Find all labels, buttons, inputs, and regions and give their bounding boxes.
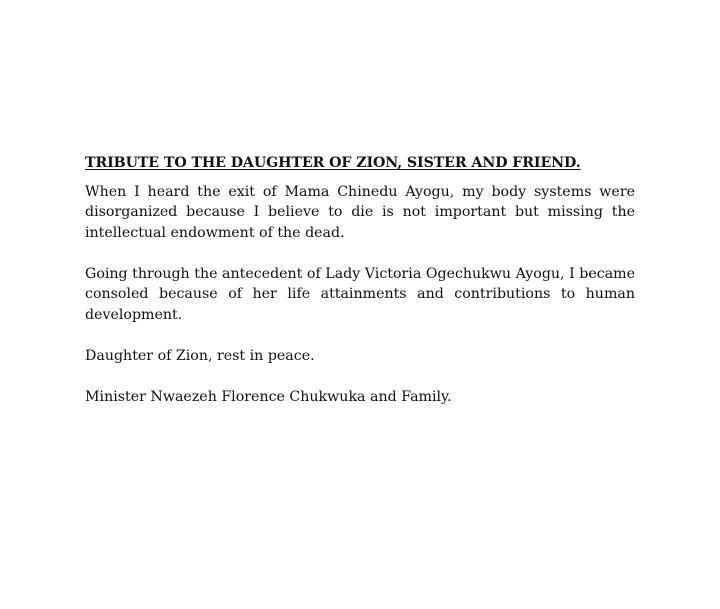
paragraph-consolation: Going through the antecedent of Lady Victoria Ogechukwu Ayogu, I became consoled because of her life attainments and contributions to human development. xyxy=(85,265,635,323)
paragraph-condolence: When I heard the exit of Mama Chinedu Ayogu, my body systems were disorganized because I believe to die is not important but missing the intellectual endowment of the dead. xyxy=(85,183,635,241)
tribute-body xyxy=(85,153,635,407)
paragraph-farewell: Daughter of Zion, rest in peace. xyxy=(85,347,315,364)
document-title: TRIBUTE TO THE DAUGHTER OF ZION, SISTER AND FRIEND. xyxy=(85,155,581,171)
paragraph-signature: Minister Nwaezeh Florence Chukwuka and Family. xyxy=(85,388,452,405)
